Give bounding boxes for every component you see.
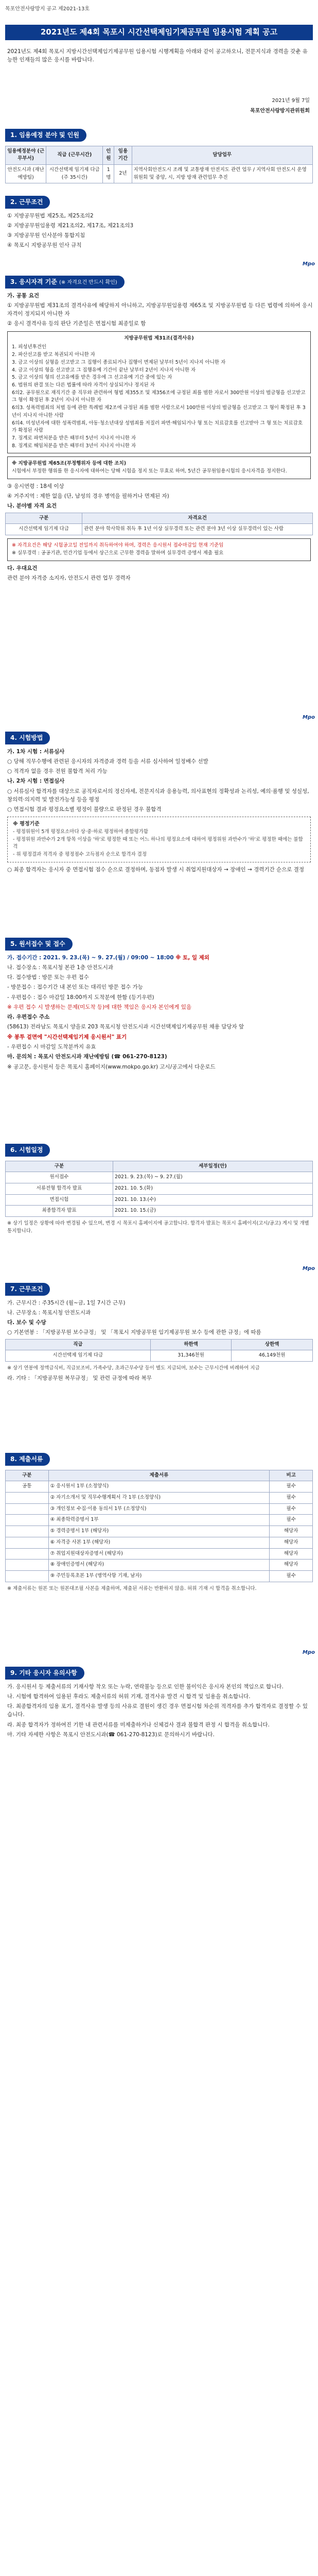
qualification-table [5,513,313,535]
table-row [6,1548,313,1560]
section-6-heading: 6. 시험일정 [5,1144,50,1157]
table-row [6,165,313,183]
table-cell: 서류전형 합격자 발표 [6,1183,113,1195]
table-cell: ⑤ 경력증명서 1부 (해당자) [48,1526,270,1537]
table-header: 구분 [6,1470,49,1481]
section-7-heading: 7. 근무조건 [5,1283,50,1296]
section-1-heading: 1. 임용예정 분야 및 인원 [5,129,86,142]
subheading: 다. 보수 및 수당 [7,1319,46,1326]
paragraph: - 우편접수 : 접수 마감일 18:00까지 도착분에 한함 (등기우편) [7,994,154,1001]
table-cell: 해당자 [270,1526,313,1537]
table-cell [6,1571,49,1582]
section-6 [5,1144,313,1235]
table-cell: 필수 [270,1515,313,1526]
section-5-heading: 5. 원서접수 및 접수 [5,938,73,951]
schedule-table [5,1161,313,1217]
table-cell: 해당자 [270,1560,313,1571]
box-line: 1. 피성년후견인 [12,344,47,350]
paragraph: (58613) 전라남도 목포시 양을로 203 목포시청 안전도시과 시간선택제임기제공무원 채용 담당자 앞 [7,1024,244,1030]
table-cell: 2021. 10. 15.(금) [113,1206,312,1217]
org-logo-icon: Mpo [303,715,315,720]
table-cell: 최종합격자 발표 [6,1206,113,1217]
table-cell [6,1537,49,1548]
table-cell: ② 자기소개서 및 직무수행계획서 각 1부 (소정양식) [48,1493,270,1504]
section-2 [5,196,313,251]
list-item: 가. 응시원서 등 제출서류의 기재사항 착오 또는 누락, 연락불능 등으로 인한 불이익은 응시자 본인의 책임으로 합니다. [7,1683,284,1690]
section-9-heading: 9. 기타 응시자 유의사항 [5,1667,84,1680]
table-row [6,1493,313,1504]
paragraph: ○ 기본연봉 : 「지방공무원 보수규정」 및 「목포시 지방공무원 임기제공무원 보수 등에 관한 규정」에 따름 [7,1329,261,1336]
paragraph: ③ 응시연령 : 18세 이상 [7,483,64,489]
table-row [6,1537,313,1548]
table-cell: 면접시험 [6,1194,113,1206]
section-3 [5,276,313,584]
section-8 [5,1453,313,1593]
section-9 [5,1667,313,1740]
paragraph: 가. 근무시간 : 주35시간 (월~금, 1일 7시간 근무) [7,1299,126,1306]
table-cell: 필수 [270,1503,313,1515]
paragraph: 나. 접수장소 : 목포시청 본관 1층 안전도시과 [7,964,114,971]
paragraph: 마. 문의처 : 목포시 안전도시과 재난예방팀 (☎ 061-270-8123) [7,1054,167,1060]
box-line: 8. 징계로 해임처분을 받은 때부터 3년이 지나지 아니한 자 [12,443,136,449]
box-title: ※ 평정기준 [13,821,40,827]
box-line: - 평정위원이 5개 평정요소마다 상·중·하로 평정하여 종합평가함 [13,828,149,835]
table-row [6,1172,313,1183]
notice-number: 목포안전사랑방지 공고 제2021-13호 [5,6,90,12]
org-logo-icon: Mpo [303,1650,315,1655]
table-cell: 2021. 9. 23.(목) ~ 9. 27.(월) [113,1172,312,1183]
table-cell: ③ 개인정보 수집·이용 동의서 1부 (소정양식) [48,1503,270,1515]
paragraph [7,954,313,962]
list-item: ① 지방공무원법 제25조, 제25조의2 [7,212,94,219]
table-row [6,524,313,535]
table-header: 직급 (근무시간) [46,146,103,164]
table-cell: 안전도시과 (재난예방팀) [6,165,46,183]
table-row [6,1183,313,1195]
org-logo-icon: Mpo [303,1266,315,1272]
list-item: 라. 최종 합격자가 정하여진 기한 내 관련서류를 미제출하거나 신체검사 결과 불합격 판정 시 합격을 취소합니다. [7,1721,270,1728]
table-header: 임용예정분야 (근무부서) [6,146,46,164]
box-title: ※ 지방공무원법 제65조(부정행위자 등에 대한 조치) [12,461,127,467]
paragraph: ※ 우편 접수 시 발생하는 문제(미도착 등)에 대한 책임은 응시자 본인에게 있음 [7,1004,191,1010]
list-item: 다. 최종합격자의 임용 포기, 결격사유 발생 등의 사유로 결원이 생긴 경우 면접시험 차순위 적격자를 추가 합격자로 결정할 수 있습니다. [7,1703,308,1718]
subheading: 가. 공통 요건 [7,292,40,299]
list-item: 마. 기타 자세한 사항은 목포시 안전도시과(☎ 061-270-8123)로 문의하시기 바랍니다. [7,1731,215,1738]
subheading: 나. 2차 시험 : 면접심사 [7,778,65,785]
table-header: 제출서류 [48,1470,270,1481]
box-line: 시험에서 부정한 행위를 한 응시자에 대하여는 당해 시험을 정지 또는 무효로 하며, 5년간 공무원임용시험의 응시자격을 정지한다. [12,468,287,474]
table-cell: ⑥ 자격증 사본 1부 (해당자) [48,1537,270,1548]
list-item: ② 지방공무원임용령 제21조의2, 제17조, 제21조의3 [7,222,134,229]
position-table [5,146,313,184]
table-cell: 시간선택제 임기제 다급 (주 35시간) [46,165,103,183]
paragraph: ○ 당해 직무수행에 관련된 응시자의 자격증과 경력 등을 서류 심사하여 일정배수 선발 [7,758,208,765]
paragraph: ② 응시 결격사유 등의 판단 기준일은 면접시험 최종일로 함 [7,320,146,327]
box-line: 6의2. 공무원으로 재직기간 중 직무와 관련하여 형법 제355조 및 제356조에 규정된 죄를 범한 자로서 300만원 이상의 벌금형을 선고받고 그 형이 확정된 후 2년이 지나지 아니한 자 [12,389,306,403]
paragraph: 관련 분야 자격증 소지자, 안전도시 관련 업무 경력자 [7,574,131,581]
table-row [6,1571,313,1582]
section-2-heading: 2. 근무조건 [5,196,50,209]
box-line: 7. 징계로 파면처분을 받은 때부터 5년이 지나지 아니한 자 [12,435,136,441]
section-7 [5,1283,313,1384]
box-line: - 평정위원 과반수가 2개 항목 이상을 '하'로 평정한 때 또는 어느 하나의 평정요소에 대하여 평정위원 과반수가 '하'로 평정한 때에는 불합격 [13,836,303,850]
table-row [6,1206,313,1217]
paragraph: - 방문접수 : 접수기간 내 본인 또는 대리인 방문 접수 가능 [7,984,143,991]
table-header: 자격요건 [82,513,313,524]
org-logo-icon: Mpo [303,261,315,267]
table-cell: ④ 최종학력증명서 1부 [48,1515,270,1526]
table-cell: ⑨ 주민등록초본 1부 (병역사항 기재, 남자) [48,1571,270,1582]
table-row [6,1194,313,1206]
table-header: 하한액 [150,1339,232,1350]
table-cell: 해당자 [270,1548,313,1560]
box-line: 6의3. 성폭력범죄의 처벌 등에 관한 특례법 제2조에 규정된 죄를 범한 사람으로서 100만원 이상의 벌금형을 선고받고 그 형이 확정된 후 3년이 지나지 아니한 사람 [12,405,306,418]
box-line: 2. 파산선고를 받고 복권되지 아니한 자 [12,352,95,358]
paragraph: ※ 봉투 겉면에 "시간선택제임기제 응시원서" 표기 [7,1033,127,1040]
list-item: ③ 지방공무원 인사분야 통합지침 [7,232,85,239]
table-row [6,1481,313,1493]
table-cell: 관련 분야 학사학위 취득 후 1년 이상 실무경력 또는 관련 분야 3년 이상 실무경력이 있는 사람 [82,524,313,535]
evaluation-criteria-box [7,817,311,862]
misconduct-box [7,456,311,479]
table-row [6,1526,313,1537]
section-5 [5,938,313,1073]
list-item: 나. 시험에 합격하여 임용된 후라도 제출서류의 허위 기재, 결격사유 발견 시 합격 및 임용을 취소합니다. [7,1693,251,1700]
table-header: 구분 [6,513,82,524]
notice-intro: 2021년도 제4회 목포시 지방시간선택제임기제공무원 임용시험 시행계획을 아래와 같이 공고하오니, 전문지식과 경력을 갖춘 유능한 인재들의 많은 응시를 바랍니다. [7,48,308,63]
box-line: 6. 법원의 판결 또는 다른 법률에 따라 자격이 상실되거나 정지된 자 [12,382,155,388]
salary-table [5,1339,313,1362]
table-cell: 2021. 10. 13.(수) [113,1194,312,1206]
table-header: 담당업무 [132,146,312,164]
paragraph: ○ 최종 합격자는 응시자 중 면접시험 점수 순으로 결정하며, 동점자 발생 시 취업지원대상자 → 장애인 → 경력기간 순으로 결정 [7,866,305,873]
table-cell: ① 응시원서 1부 (소정양식) [48,1481,270,1493]
subheading: 다. 우대요건 [7,565,38,571]
paragraph: 다. 접수방법 : 방문 또는 우편 접수 [7,974,89,981]
table-row [6,1503,313,1515]
subheading: 라. 우편접수 주소 [7,1014,50,1021]
qualification-note-box [7,538,311,561]
paragraph: ※ 상기 연봉에 정액급식비, 직급보조비, 가족수당, 초과근무수당 등이 별도 지급되며, 보수는 근무시간에 비례하여 지급 [7,1365,260,1371]
table-cell: 공통 [6,1481,49,1493]
table-header: 세부일정(안) [113,1161,312,1172]
table-cell [6,1548,49,1560]
section-4 [5,732,313,875]
apply-period-note: ※ 토, 일 제외 [175,954,209,961]
box-line: 3. 금고 이상의 실형을 선고받고 그 집행이 종료되거나 집행이 면제된 날부터 5년이 지나지 아니한 자 [12,359,226,365]
table-cell: 시간선택제 임기제 다급 [6,1350,151,1362]
table-cell: ⑧ 장애인증명서 (해당자) [48,1560,270,1571]
apply-period: 가. 접수기간 : 2021. 9. 23.(목) ~ 9. 27.(월) / 09:00 ~ 18:00 [7,954,174,961]
table-cell: 31,346천원 [150,1350,232,1362]
table-cell: 해당자 [270,1537,313,1548]
table-row [6,1560,313,1571]
box-line: - 위 평정결과 적격자 중 평정점수 고득점자 순으로 합격자 결정 [13,852,147,858]
section-3-title: 3. 응시자격 기준 [10,278,57,285]
paragraph: ① 지방공무원법 제31조의 결격사유에 해당하지 아니하고, 지방공무원임용령 제65조 및 지방공무원법 등 다른 법령에 의하여 응시자격이 정지되지 아니한 자 [7,302,313,317]
table-cell [6,1560,49,1571]
section-1 [5,129,313,183]
table-cell [6,1493,49,1504]
table-row [6,1515,313,1526]
table-cell: 필수 [270,1571,313,1582]
subheading: 나. 분야별 자격 요건 [7,503,57,510]
section-3-note: (※ 자격요건 반드시 확인) [59,280,117,285]
table-cell: 2년 [114,165,132,183]
paragraph: ○ 적격자 없을 경우 전원 불합격 처리 가능 [7,768,108,775]
paragraph: ○ 서류심사 합격자를 대상으로 공직자로서의 정신자세, 전문지식과 응용능력, 의사표현의 정확성과 논리성, 예의·품행 및 성실성, 창의력·의지력 및 발전가능성 등을 평정 [7,788,309,803]
table-cell [6,1526,49,1537]
table-cell: 1명 [103,165,114,183]
notice-title: 2021년도 제4회 목포시 시간선택제임기제공무원 임용시험 계획 공고 [5,25,313,40]
box-line: 5. 금고 이상의 형의 선고유예를 받은 경우에 그 선고유예 기간 중에 있는 자 [12,375,172,381]
table-row [6,1350,313,1362]
disqualification-box [7,331,311,454]
paragraph: ④ 거주지역 : 제한 없음 (단, 남성의 경우 병역을 필하거나 면제된 자) [7,493,169,500]
schedule-note: ※ 상기 일정은 상황에 따라 변경될 수 있으며, 변경 시 목포시 홈페이지에 공고합니다. 합격자 발표는 목포시 홈페이지(고시/공고) 게시 및 개별 통지합니다. [7,1221,309,1234]
paragraph: ※ 공고문, 응시원서 등은 목포시 홈페이지(www.mokpo.go.kr) 고시/공고에서 다운로드 [7,1063,216,1070]
paragraph: ○ 면접시험 결과 평정요소별 평정이 불량으로 판정된 경우 불합격 [7,806,162,813]
table-header: 비고 [270,1470,313,1481]
table-header: 임용기간 [114,146,132,164]
table-cell: 2021. 10. 5.(화) [113,1183,312,1195]
documents-note: ※ 제출서류는 원본 또는 원본대조필 사본을 제출하며, 제출된 서류는 반환하지 않음. 허위 기재 시 합격을 취소합니다. [7,1585,257,1591]
table-cell: 지역사회안전도시 조례 및 교통방재 안전지도 관련 업무 / 지역사회 안전도시 운영 위원회 및 중앙, 시, 지방 방재 관련업무 추진 [132,165,312,183]
box-line: 6의4. 미성년자에 대한 성폭력범죄, 아동·청소년대상 성범죄를 저질러 파면·해임되거나 형 또는 치료감호를 선고받아 그 형 또는 치료감호가 확정된 사람 [12,420,303,434]
table-cell: 46,149천원 [232,1350,313,1362]
table-cell: 시간선택제 임기제 다급 [6,524,82,535]
table-header: 인원 [103,146,114,164]
paragraph: - 우편접수 시 마감일 도착분까지 유효 [7,1043,96,1050]
table-header: 직급 [6,1339,151,1350]
box-line: 4. 금고 이상의 형을 선고받고 그 집행유예 기간이 끝난 날부터 2년이 지나지 아니한 자 [12,367,196,373]
paragraph: 라. 기타 : 「지방공무원 복무규정」 및 관련 규정에 따라 복무 [7,1375,152,1381]
table-cell [6,1515,49,1526]
documents-table [5,1470,313,1582]
table-cell: 필수 [270,1493,313,1504]
box-title: 지방공무원법 제31조(결격사유) [124,335,194,341]
notice-org: 목포안전사랑방지관위원회 [250,108,310,114]
list-item: ④ 목포시 지방공무원 인사 규칙 [7,242,82,249]
box-line: ※ 자격요건은 해당 시험공고일 전일까지 취득하여야 하며, 경력은 응시원서 접수마감일 현재 기준임 [12,543,224,549]
table-cell: 필수 [270,1481,313,1493]
table-cell: 원서접수 [6,1172,113,1183]
section-4-heading: 4. 시험방법 [5,732,50,744]
section-3-heading [5,276,125,289]
table-cell [6,1503,49,1515]
subheading: 가. 1차 시험 : 서류심사 [7,748,65,755]
table-header: 구분 [6,1161,113,1172]
table-cell: ⑦ 취업지원대상자증명서 (해당자) [48,1548,270,1560]
notice-date: 2021년 9월 7일 [272,98,310,104]
table-header: 상한액 [232,1339,313,1350]
section-8-heading: 8. 제출서류 [5,1453,50,1466]
paragraph: 나. 근무장소 : 목포시청 안전도시과 [7,1309,91,1316]
box-line: ※ 실무경력 : 공공기관, 민간기업 등에서 상근으로 근무한 경력을 말하며 실무경력 증명서 제출 필요 [12,550,224,556]
